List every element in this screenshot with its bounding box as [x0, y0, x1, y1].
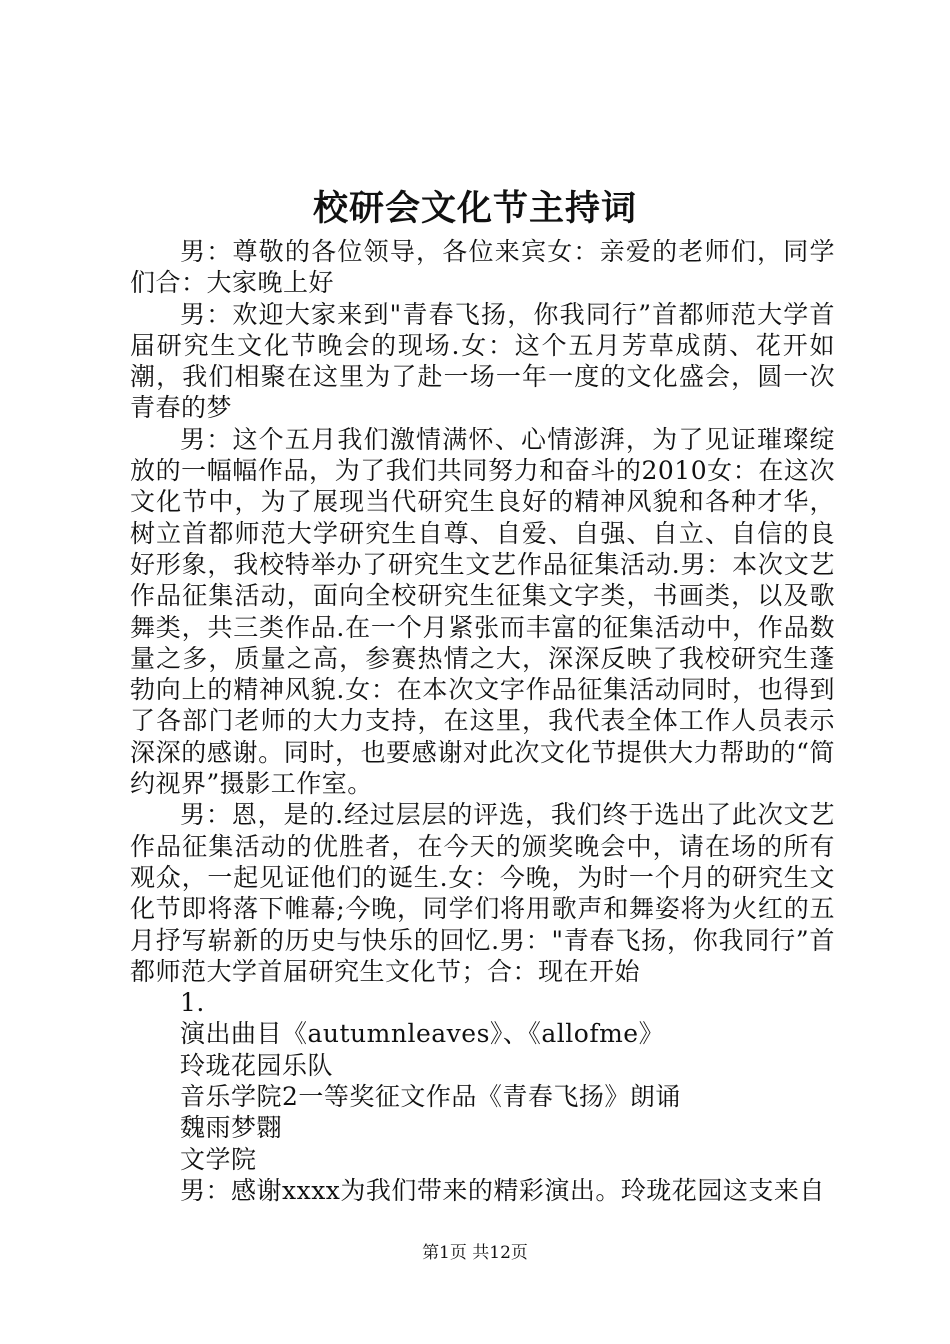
program-school: 文学院 — [180, 1144, 257, 1174]
program-thanks: 男：感谢xxxx为我们带来的精彩演出。玲珑花园这支来自 — [180, 1175, 825, 1205]
page-footer: 第1页 共12页 — [422, 1243, 528, 1263]
paragraph-activity: 男：这个五月我们激情满怀、心情澎湃，为了见证璀璨绽放的一幅幅作品，为了我们共同努力和奋斗的2010女：在这次文化节中，为了展现当代研究生良好的精神风貌和各种才华，树立首都师范大学研究生自尊、自爱、自强、自立、自信的良好形象，我校特举办了研究生文艺作品征集活动.男：本次文艺作品征集活动，面向全校研究生征集文字类，书画类，以及歌舞类，共三类作品.在一个月紧张而丰富的征集活动中，作品数量之多，质量之高，参赛热情之大，深深反映了我校研究生蓬勃向上的精神风貌.女：在本次文字作品征集活动同时，也得到了各部门老师的大力支持，在这里，我代表全体工作人员表示深深的感谢。同时，也要感谢对此次文化节提供大力帮助的“简约视界”摄影工作室。 — [130, 424, 835, 799]
program-songs: 演出曲目《autumnleaves》、《allofme》 — [180, 1019, 665, 1049]
program-number: 1. — [180, 988, 205, 1018]
paragraph-greeting: 男：尊敬的各位领导，各位来宾女：亲爱的老师们，同学们合：大家晚上好 — [130, 237, 835, 298]
document-title: 校研会文化节主持词 — [312, 188, 637, 229]
program-recitation: 音乐学院2一等奖征文作品《青春飞扬》朗诵 — [180, 1082, 681, 1112]
program-performer: 魏雨梦翾 — [180, 1113, 283, 1143]
paragraph-welcome: 男：欢迎大家来到"青春飞扬，你我同行”首都师范大学首届研究生文化节晚会的现场.女：这个五月芳草成荫、花开如潮，我们相聚在这里为了赴一场一年一度的文化盛会，圆一次青春的梦 — [130, 299, 835, 423]
paragraph-opening: 男：恩，是的.经过层层的评选，我们终于选出了此次文艺作品征集活动的优胜者，在今天的颁奖晚会中，请在场的所有观众，一起见证他们的诞生.女：今晚，为时一个月的研究生文化节即将落下帷幕;今晚，同学们将用歌声和舞姿将为火红的五月抒写崭新的历史与快乐的回忆.男："青春飞扬，你我同行”首都师范大学首届研究生文化节；合：现在开始 — [130, 800, 835, 986]
document-body — [130, 236, 835, 1206]
program-band: 玲珑花园乐队 — [180, 1050, 334, 1080]
